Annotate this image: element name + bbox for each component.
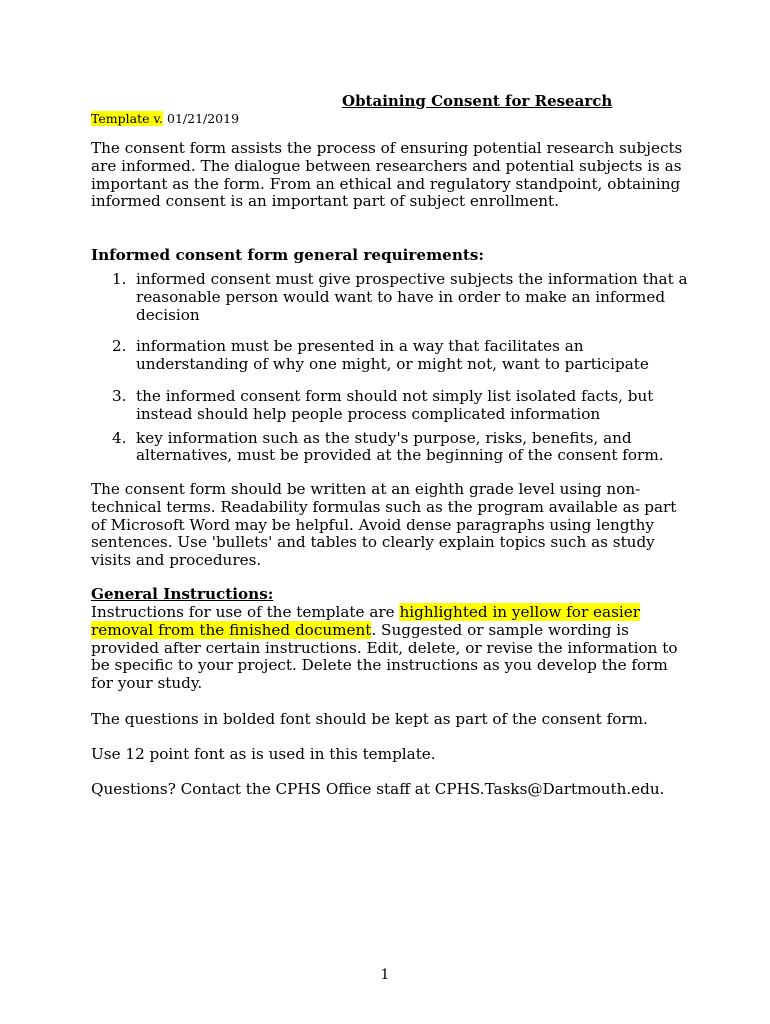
list-item-text: key information such as the study's purpose, risks, benefits, and alternatives, must be provided at the beginning of the consent form. xyxy=(136,428,664,465)
list-item xyxy=(91,388,691,424)
list-item-text: information must be presented in a way that facilitates an understanding of why one might, or might not, want to participate xyxy=(136,337,649,374)
requirements-heading: Informed consent form general requirements: xyxy=(91,246,485,264)
general-instructions-prefix: Instructions for use of the template are xyxy=(91,603,400,621)
font-note-paragraph: Use 12 point font as is used in this template. xyxy=(91,745,436,763)
general-instructions-suffix: . Suggested or sample wording is provided after certain instructions. Edit, delete, or revise the information to be specific to your project. Delete the instructions as you develop the form for your study. xyxy=(91,620,678,693)
bold-note-paragraph: The questions in bolded font should be kept as part of the consent form. xyxy=(91,710,648,728)
list-item-number: 1. xyxy=(112,270,127,288)
document-title: Obtaining Consent for Research xyxy=(342,92,613,110)
template-version-label: Template v. xyxy=(91,111,164,126)
list-item-number: 3. xyxy=(112,386,127,405)
requirements-list xyxy=(91,271,691,465)
intro-paragraph: The consent form assists the process of ensuring potential research subjects are informed. The dialogue between researchers and potential subjects is as important as the form. From an ethical and regulatory standpoint, obtaining informed consent is an important part of subject enrollment. xyxy=(91,139,683,211)
list-item xyxy=(91,338,691,374)
contact-paragraph: Questions? Contact the CPHS Office staff at CPHS.Tasks@Dartmouth.edu. xyxy=(91,780,665,798)
list-item-number: 2. xyxy=(112,337,127,356)
template-version xyxy=(91,111,239,126)
general-instructions-paragraph xyxy=(91,604,691,693)
general-instructions-heading: General Instructions: xyxy=(91,585,274,603)
template-version-date: 01/21/2019 xyxy=(167,111,240,126)
page-number: 1 xyxy=(380,967,390,983)
list-item xyxy=(91,430,691,466)
list-item-text: the informed consent form should not simply list isolated facts, but instead should help people process complicated information xyxy=(136,386,654,423)
list-item xyxy=(91,271,691,324)
general-instructions-highlight: highlighted in yellow for easier removal from the finished document xyxy=(91,603,640,639)
list-item-number: 4. xyxy=(112,428,127,447)
readability-paragraph: The consent form should be written at an eighth grade level using non-technical terms. Readability formulas such as the program available as part of Microsoft Word may be helpful. Avoid dense paragraphs using lengthy sentences. Use 'bullets' and tables to clearly explain topics such as study visits and procedures. xyxy=(91,480,677,570)
list-item-text: informed consent must give prospective subjects the information that a reasonable person would want to have in order to make an informed decision xyxy=(136,270,688,324)
